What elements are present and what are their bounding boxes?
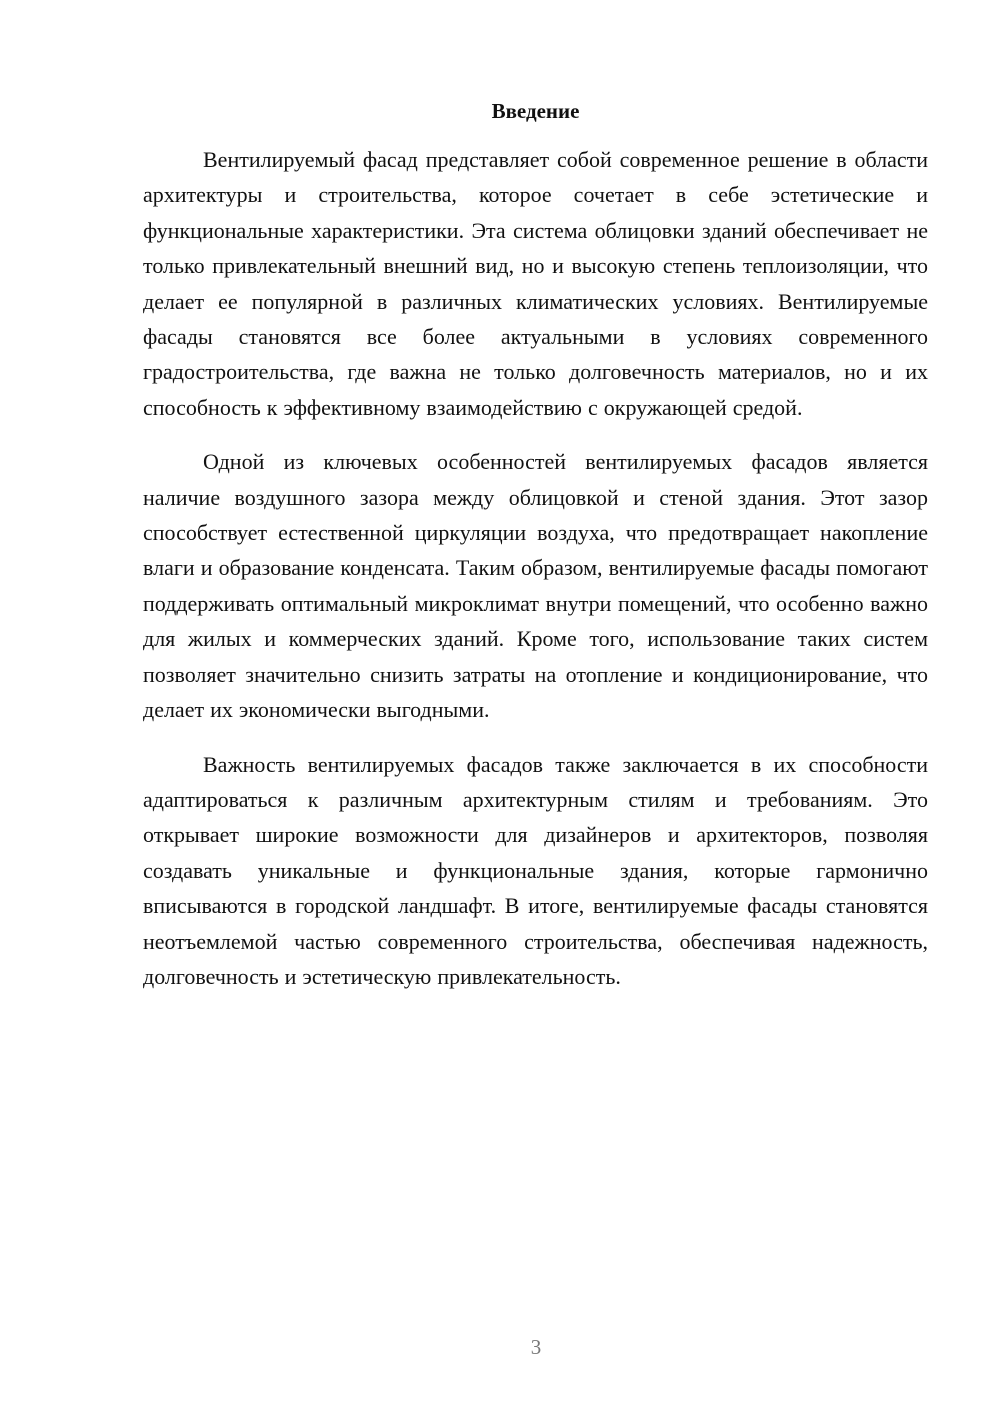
paragraph-1: Вентилируемый фасад представляет собой современное решение в области архитектуры и строительства, которое сочетает в себе эстетические и функциональные характеристики. Эта система облицовки зданий обеспечивает не только привлекательный внешний вид, но и высокую степень теплоизоляции, что делает ее популярной в различных климатических условиях. Вентилируемые фасады становятся все более актуальными в условиях современного градостроительства, где важна не только долговечность материалов, но и их способность к эффективному взаимодействию с окружающей средой. bbox=[143, 147, 928, 420]
paragraph-3: Важность вентилируемых фасадов также заключается в их способности адаптироваться к различным архитектурным стилям и требованиям. Это открывает широкие возможности для дизайнеров и архитекторов, позволяя создавать уникальные и функциональные здания, которые гармонично вписываются в городской ландшафт. В итоге, вентилируемые фасады становятся неотъемлемой частью современного строительства, обеспечивая надежность, долговечность и эстетическую привлекательность. bbox=[143, 751, 928, 989]
paragraph-2: Одной из ключевых особенностей вентилируемых фасадов является наличие воздушного зазора между облицовкой и стеной здания. Этот зазор способствует естественной циркуляции воздуха, что предотвращает накопление влаги и образование конденсата. Таким образом, вентилируемые фасады помогают поддерживать оптимальный микроклимат внутри помещений, что особенно важно для жилых и коммерческих зданий. Кроме того, использование таких систем позволяет значительно снизить затраты на отопление и кондиционирование, что делает их экономически выгодными. bbox=[143, 449, 928, 723]
body-text bbox=[143, 142, 928, 1013]
page-number: 3 bbox=[530, 1335, 542, 1359]
section-heading: Введение bbox=[491, 99, 580, 123]
